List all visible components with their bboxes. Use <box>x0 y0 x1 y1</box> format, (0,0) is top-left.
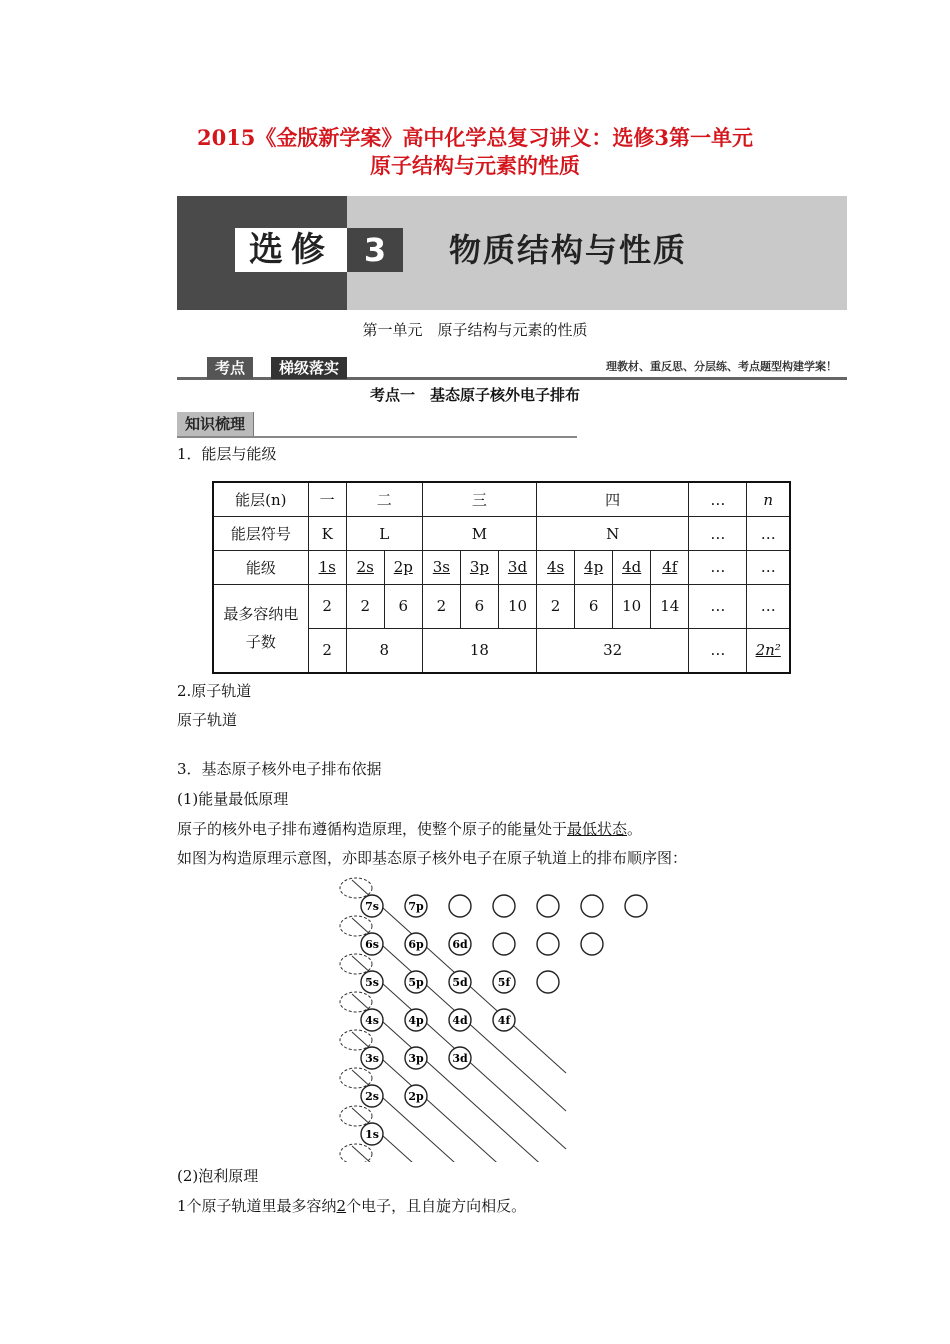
diagram-dashed-loop <box>340 878 372 898</box>
unit-title: 第一单元 原子结构与元素的性质 <box>362 321 588 339</box>
para-2: 原子轨道 <box>177 711 238 729</box>
orbital-circle-empty <box>581 933 603 955</box>
aufbau-diagram <box>330 872 660 1162</box>
sublevel-cell: 1s <box>308 551 346 585</box>
diagram-dashed-loop <box>340 916 372 936</box>
orbital-label: 4p <box>408 1014 424 1027</box>
orbital-label: 6p <box>408 938 424 951</box>
section-bar <box>177 355 847 381</box>
diagram-diagonal-line <box>352 1146 566 1162</box>
energy-level-table <box>212 481 791 674</box>
para-4-underline: 2 <box>336 1197 347 1215</box>
sublevel-cell: … <box>747 551 790 585</box>
sublevel-cell: … <box>689 551 747 585</box>
orbital-label: 3d <box>452 1052 468 1065</box>
para-4-pre: 1个原子轨道里最多容纳 <box>177 1197 337 1215</box>
shell-max-cell: 18 <box>422 628 536 673</box>
diagram-dashed-loop <box>340 1030 372 1050</box>
sub-max-cell: 2 <box>537 584 575 628</box>
shell-max-cell: 8 <box>346 628 422 673</box>
shell-max-cell: … <box>689 628 747 673</box>
para-4-post: 个电子，且自旋方向相反。 <box>346 1197 527 1215</box>
symbol-cell: … <box>689 517 747 551</box>
diagram-dashed-loop <box>340 954 372 974</box>
shell-cell: 四 <box>537 482 689 517</box>
para-3-1-underline: 最低状态 <box>567 820 628 838</box>
diagram-circles <box>361 895 647 1145</box>
sub-max-cell: 2 <box>308 584 346 628</box>
orbital-circle-empty <box>493 933 515 955</box>
heading-3-2: (2)泡利原理 <box>177 1167 259 1185</box>
diagram-dashed-loop <box>340 1068 372 1088</box>
diagram-diagonal-line <box>352 1070 566 1162</box>
knowledge-tag <box>177 412 577 440</box>
sub-max-cell: 14 <box>651 584 689 628</box>
orbital-circle-empty <box>537 971 559 993</box>
diagram-dashed-loop <box>340 992 372 1012</box>
symbol-cell: L <box>346 517 422 551</box>
heading-3: 3．基态原子核外电子排布依据 <box>177 760 382 778</box>
sublevel-cell: 3d <box>498 551 536 585</box>
shell-cell: 三 <box>422 482 536 517</box>
kaodian-title: 考点一 基态原子核外电子排布 <box>369 386 580 404</box>
orbital-circle-empty <box>537 895 559 917</box>
shell-cell: … <box>689 482 747 517</box>
section-tag-kaodian: 考点 <box>207 357 253 379</box>
symbol-cell: N <box>537 517 689 551</box>
orbital-label: 3p <box>408 1052 424 1065</box>
orbital-label: 7s <box>365 900 379 913</box>
shell-cell: 二 <box>346 482 422 517</box>
orbital-label: 5p <box>408 976 424 989</box>
heading-3-1: (1)能量最低原理 <box>177 790 289 808</box>
row-header-max-text: 最多容纳电子数 <box>223 605 299 652</box>
orbital-label: 2s <box>365 1090 379 1103</box>
banner-number: 3 <box>347 228 403 272</box>
diagram-diagonal-line <box>352 1108 566 1162</box>
sublevel-cell: 4f <box>651 551 689 585</box>
orbital-label: 1s <box>365 1128 379 1141</box>
shell-max-cell: 2n² <box>747 628 790 673</box>
orbital-label: 5f <box>497 976 511 989</box>
symbol-cell: … <box>747 517 790 551</box>
orbital-circle-empty <box>449 895 471 917</box>
sub-max-cell: 10 <box>498 584 536 628</box>
para-3-1 <box>177 818 642 840</box>
orbital-label: 4s <box>365 1014 379 1027</box>
knowledge-tag-line <box>177 436 577 438</box>
sub-max-cell: 6 <box>460 584 498 628</box>
orbital-label: 3s <box>365 1052 379 1065</box>
shell-max-cell: 32 <box>537 628 689 673</box>
sublevel-cell: 2p <box>384 551 422 585</box>
orbital-circle-empty <box>625 895 647 917</box>
banner-label: 选修 <box>235 228 347 272</box>
para-3-1-pre: 原子的核外电子排布遵循构造原理，使整个原子的能量处于 <box>177 820 568 838</box>
diagram-dashed-loop <box>340 1106 372 1126</box>
row-header-max <box>213 584 308 673</box>
sublevel-cell: 2s <box>346 551 384 585</box>
orbital-label: 6s <box>365 938 379 951</box>
sub-max-cell: … <box>747 584 790 628</box>
orbital-label: 5d <box>452 976 468 989</box>
para-3-1-post: 。 <box>627 820 643 838</box>
sub-max-cell: … <box>689 584 747 628</box>
row-header-shell: 能层(n) <box>213 482 308 517</box>
orbital-label: 6d <box>452 938 468 951</box>
shell-max-cell: 2 <box>308 628 346 673</box>
symbol-cell: M <box>422 517 536 551</box>
para-3-2: 如图为构造原理示意图，亦即基态原子核外电子在原子轨道上的排布顺序图： <box>177 849 688 867</box>
orbital-label: 4f <box>497 1014 511 1027</box>
row-header-sublevel: 能级 <box>213 551 308 585</box>
orbital-label: 5s <box>365 976 379 989</box>
symbol-cell: K <box>308 517 346 551</box>
banner-topic: 物质结构与性质 <box>449 231 688 269</box>
row-header-symbol: 能层符号 <box>213 517 308 551</box>
chapter-banner <box>177 196 847 310</box>
orbital-label: 4d <box>452 1014 468 1027</box>
knowledge-tag-label: 知识梳理 <box>177 412 254 436</box>
shell-cell: 一 <box>308 482 346 517</box>
orbital-circle-empty <box>537 933 559 955</box>
sub-max-cell: 6 <box>384 584 422 628</box>
section-tag-tiji: 梯级落实 <box>271 357 347 379</box>
sublevel-cell: 4s <box>537 551 575 585</box>
sublevel-cell: 4p <box>575 551 613 585</box>
orbital-label: 2p <box>408 1090 424 1103</box>
heading-1: 1．能层与能级 <box>177 445 277 463</box>
sub-max-cell: 6 <box>575 584 613 628</box>
sublevel-cell: 4d <box>613 551 651 585</box>
para-4 <box>177 1195 526 1217</box>
orbital-circle-empty <box>581 895 603 917</box>
orbital-label: 7p <box>408 900 424 913</box>
heading-2: 2.原子轨道 <box>177 682 252 700</box>
sub-max-cell: 10 <box>613 584 651 628</box>
shell-cell: n <box>747 482 790 517</box>
orbital-circle-empty <box>493 895 515 917</box>
sublevel-cell: 3s <box>422 551 460 585</box>
sub-max-cell: 2 <box>346 584 384 628</box>
sublevel-cell: 3p <box>460 551 498 585</box>
sub-max-cell: 2 <box>422 584 460 628</box>
doc-title-line2: 原子结构与元素的性质 <box>370 153 580 178</box>
doc-title-line1: 2015《金版新学案》高中化学总复习讲义：选修3第一单元 <box>196 125 754 150</box>
section-slogan: 理教材、重反思、分层练、考点题型构建学案！ <box>606 360 837 373</box>
